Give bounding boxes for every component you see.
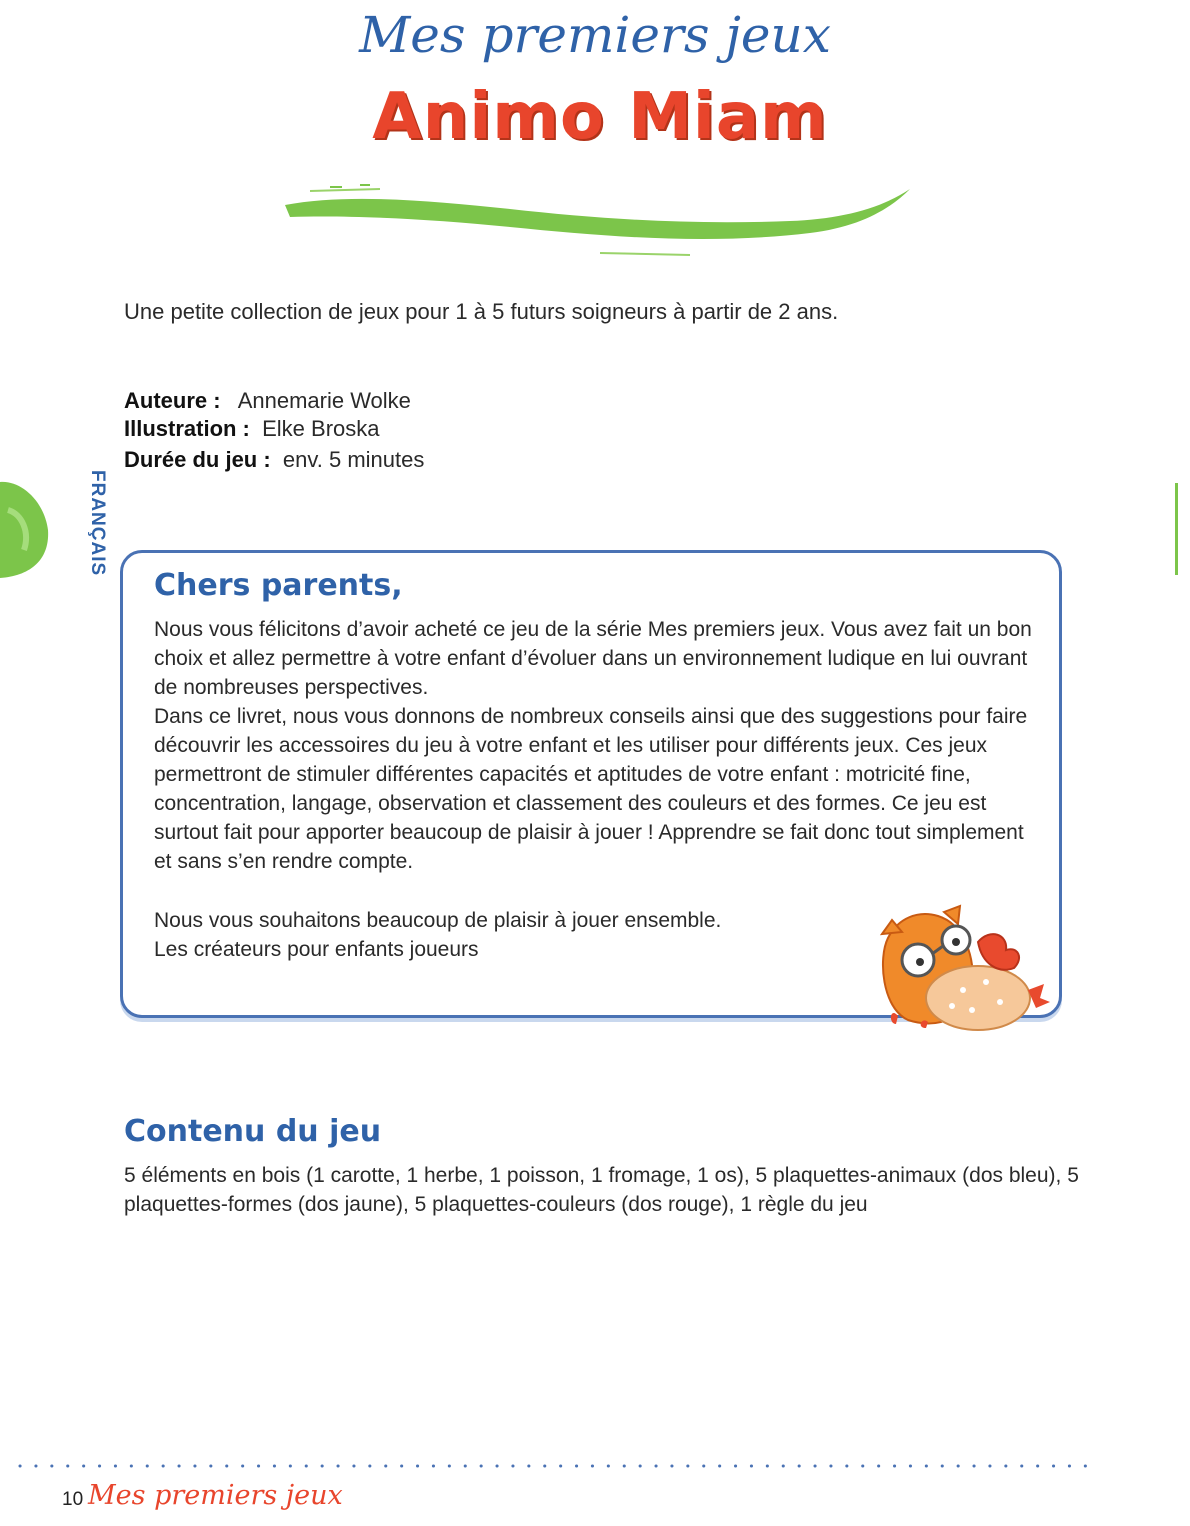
credit-author bbox=[124, 388, 411, 414]
owl-mascot-icon bbox=[868, 898, 1068, 1033]
intro-text: Une petite collection de jeux pour 1 à 5 futurs soigneurs à partir de 2 ans. bbox=[124, 299, 839, 324]
contents-text: 5 éléments en bois (1 carotte, 1 herbe, 1 poisson, 1 fromage, 1 os), 5 plaquettes-animaux (dos bleu), 5 plaquettes-formes (dos jaune), 5 plaquettes-couleurs (dos rouge), 1 règle du jeu bbox=[124, 1164, 1079, 1216]
credit-value: Annemarie Wolke bbox=[237, 388, 411, 413]
parents-paragraph-2: Dans ce livret, nous vous donnons de nombreux conseils ainsi que des suggestions pour faire découvrir les accessoires du jeu à votre enfant et les utiliser pour différents jeux. Ces jeux permettront de stimuler différentes capacités et aptitudes de votre enfant : motricité fine, concentration, langage, observation et classement des couleurs et des formes. Ce jeu est surtout fait pour apporter beaucoup de plaisir à jouer ! Apprendre se fait donc tout simplement et sans s’en rendre compte. bbox=[154, 705, 1028, 873]
game-title: Animo Miam bbox=[372, 80, 828, 154]
credit-label: Illustration : bbox=[124, 416, 250, 441]
series-title: Mes premiers jeux bbox=[359, 6, 831, 64]
parents-closing-2: Les créateurs pour enfants joueurs bbox=[154, 938, 479, 961]
credit-label: Durée du jeu : bbox=[124, 447, 271, 472]
credit-illustration bbox=[124, 416, 380, 442]
credit-value: Elke Broska bbox=[262, 416, 380, 441]
parents-closing-1: Nous vous souhaitons beaucoup de plaisir à jouer ensemble. bbox=[154, 909, 722, 932]
language-label: FRANÇAIS bbox=[87, 470, 108, 577]
parents-heading: Chers parents, bbox=[154, 568, 403, 603]
green-brush-stroke bbox=[270, 175, 920, 265]
page-number: 10 bbox=[62, 1489, 84, 1510]
contents-heading: Contenu du jeu bbox=[124, 1114, 382, 1149]
right-edge-mark bbox=[1175, 483, 1178, 575]
credit-label: Auteure : bbox=[124, 388, 221, 413]
credit-duration bbox=[124, 447, 424, 473]
footer-dotted-line bbox=[18, 1462, 1098, 1470]
parents-paragraph-1: Nous vous félicitons d’avoir acheté ce jeu de la série Mes premiers jeux. Vous avez fait un bon choix et allez permettre à votre enfant d’évoluer dans un environnement ludique en lui ouvrant de nombreuses perspectives. bbox=[154, 618, 1032, 699]
green-language-tab-blob bbox=[0, 470, 60, 590]
footer-logo: Mes premiers jeux bbox=[88, 1480, 343, 1511]
credit-value: env. 5 minutes bbox=[282, 447, 425, 472]
